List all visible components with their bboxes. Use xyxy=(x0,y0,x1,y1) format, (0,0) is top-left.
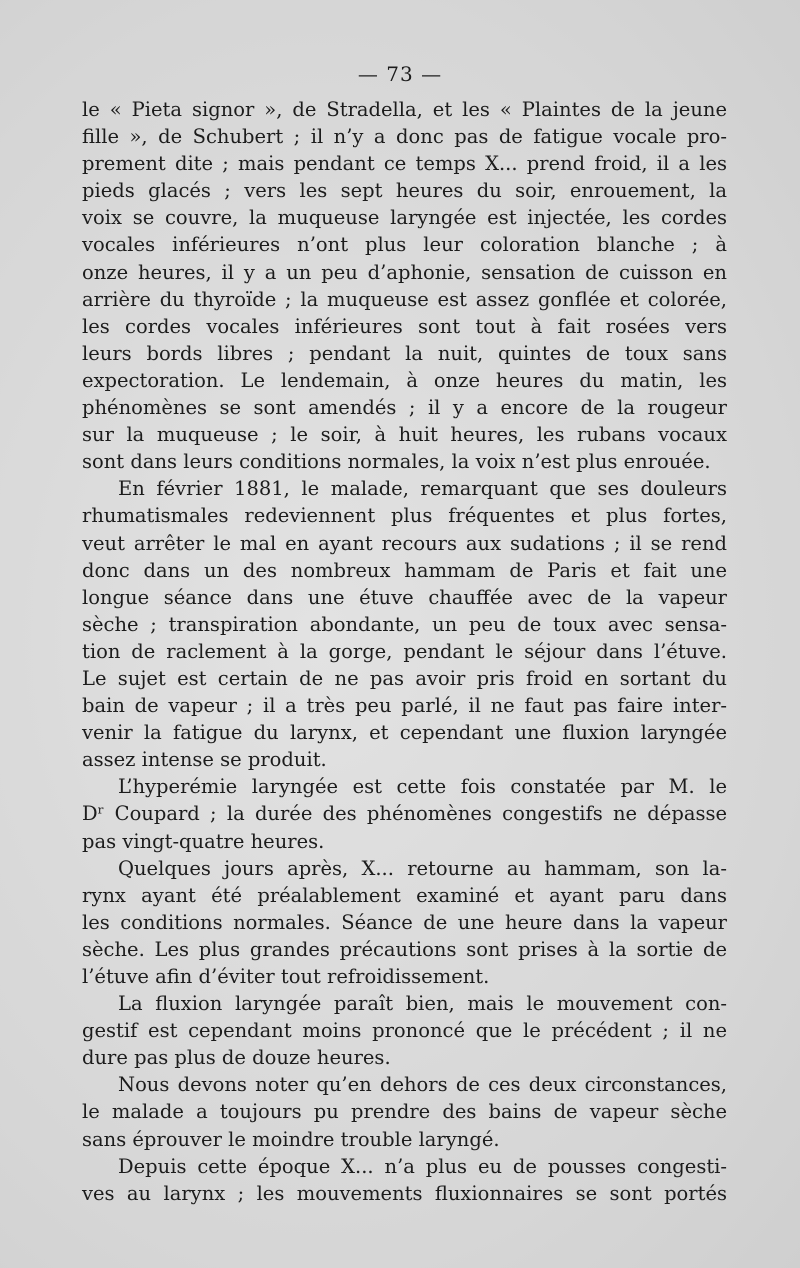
text-line: veut arrêter le mal en ayant recours aux sudations ; il se rend xyxy=(82,531,727,555)
text-line: le malade a toujours pu prendre des bains de vapeur sèche xyxy=(82,1100,727,1124)
paragraph xyxy=(82,1153,727,1207)
paragraph xyxy=(82,475,727,773)
paragraph xyxy=(82,96,727,475)
text-line: le « Pieta signor », de Stradella, et les « Plaintes de la jeune xyxy=(82,98,727,121)
text-line: donc dans un des nombreux hammam de Paris et fait une xyxy=(82,558,727,582)
text-line: leurs bords libres ; pendant la nuit, quintes de toux sans xyxy=(82,341,727,365)
text-line: Depuis cette époque X... n’a plus eu de pousses congesti- xyxy=(118,1154,727,1178)
text-line: sèche. Les plus grandes précautions sont prises à la sortie de xyxy=(82,937,727,961)
page-number: — 73 — xyxy=(357,62,443,86)
body-text xyxy=(82,96,727,1207)
text-line: expectoration. Le lendemain, à onze heures du matin, les xyxy=(82,368,727,392)
text-line: bain de vapeur ; il a très peu parlé, il ne faut pas faire inter- xyxy=(82,694,727,718)
text-line: les conditions normales. Séance de une heure dans la vapeur xyxy=(82,910,727,934)
text-line: ves au larynx ; les mouvements fluxionnaires se sont portés xyxy=(82,1181,727,1205)
text-line: sèche ; transpiration abondante, un peu de toux avec sensa- xyxy=(82,612,727,636)
text-line: les cordes vocales inférieures sont tout à fait rosées vers xyxy=(82,314,727,338)
text-line: venir la fatigue du larynx, et cependant une fluxion laryngée xyxy=(82,721,727,745)
text-line: voix se couvre, la muqueuse laryngée est injectée, les cordes xyxy=(82,206,727,230)
text-line: rhumatismales redeviennent plus fréquentes et plus fortes, xyxy=(82,504,727,528)
text-line: tion de raclement à la gorge, pendant le séjour dans l’étuve. xyxy=(82,639,727,663)
text-line: sans éprouver le moindre trouble laryngé. xyxy=(82,1127,500,1151)
text-line: pieds glacés ; vers les sept heures du soir, enrouement, la xyxy=(82,179,727,203)
text-line: Nous devons noter qu’en dehors de ces deux circonstances, xyxy=(118,1073,727,1097)
paragraph xyxy=(82,773,727,854)
text-line: onze heures, il y a un peu d’aphonie, sensation de cuisson en xyxy=(82,260,727,284)
text-line: Dʳ Coupard ; la durée des phénomènes congestifs ne dépasse xyxy=(82,802,727,826)
text-line: phénomènes se sont amendés ; il y a encore de la rougeur xyxy=(82,396,727,420)
text-line: vocales inférieures n’ont plus leur coloration blanche ; à xyxy=(82,233,727,257)
text-line: gestif est cependant moins prononcé que le précédent ; il ne xyxy=(82,1019,727,1043)
text-line: sont dans leurs conditions normales, la voix n’est plus enrouée. xyxy=(82,450,711,474)
text-line: Le sujet est certain de ne pas avoir pris froid en sortant du xyxy=(82,666,727,690)
text-line: La fluxion laryngée paraît bien, mais le mouvement con- xyxy=(118,992,727,1016)
text-line: Quelques jours après, X... retourne au hammam, son la- xyxy=(118,856,727,880)
text-line: L’hyperémie laryngée est cette fois constatée par M. le xyxy=(118,775,727,799)
text-line: En février 1881, le malade, remarquant que ses douleurs xyxy=(118,477,727,501)
text-line: rynx ayant été préalablement examiné et ayant paru dans xyxy=(82,883,727,907)
paragraph xyxy=(82,1071,727,1152)
text-line: pas vingt-quatre heures. xyxy=(82,829,325,853)
text-line: arrière du thyroïde ; la muqueuse est assez gonflée et colorée, xyxy=(82,287,727,311)
paragraph xyxy=(82,855,727,990)
text-line: sur la muqueuse ; le soir, à huit heures, les rubans vocaux xyxy=(82,423,727,447)
text-line: l’étuve afin d’éviter tout refroidissement. xyxy=(82,965,490,988)
paragraph xyxy=(82,990,727,1071)
text-line: fille », de Schubert ; il n’y a donc pas de fatigue vocale pro- xyxy=(82,125,727,149)
text-line: longue séance dans une étuve chauffée avec de la vapeur xyxy=(82,585,727,609)
text-line: assez intense se produit. xyxy=(82,748,327,772)
text-line: dure pas plus de douze heures. xyxy=(82,1046,391,1070)
text-line: prement dite ; mais pendant ce temps X... prend froid, il a les xyxy=(82,152,727,176)
